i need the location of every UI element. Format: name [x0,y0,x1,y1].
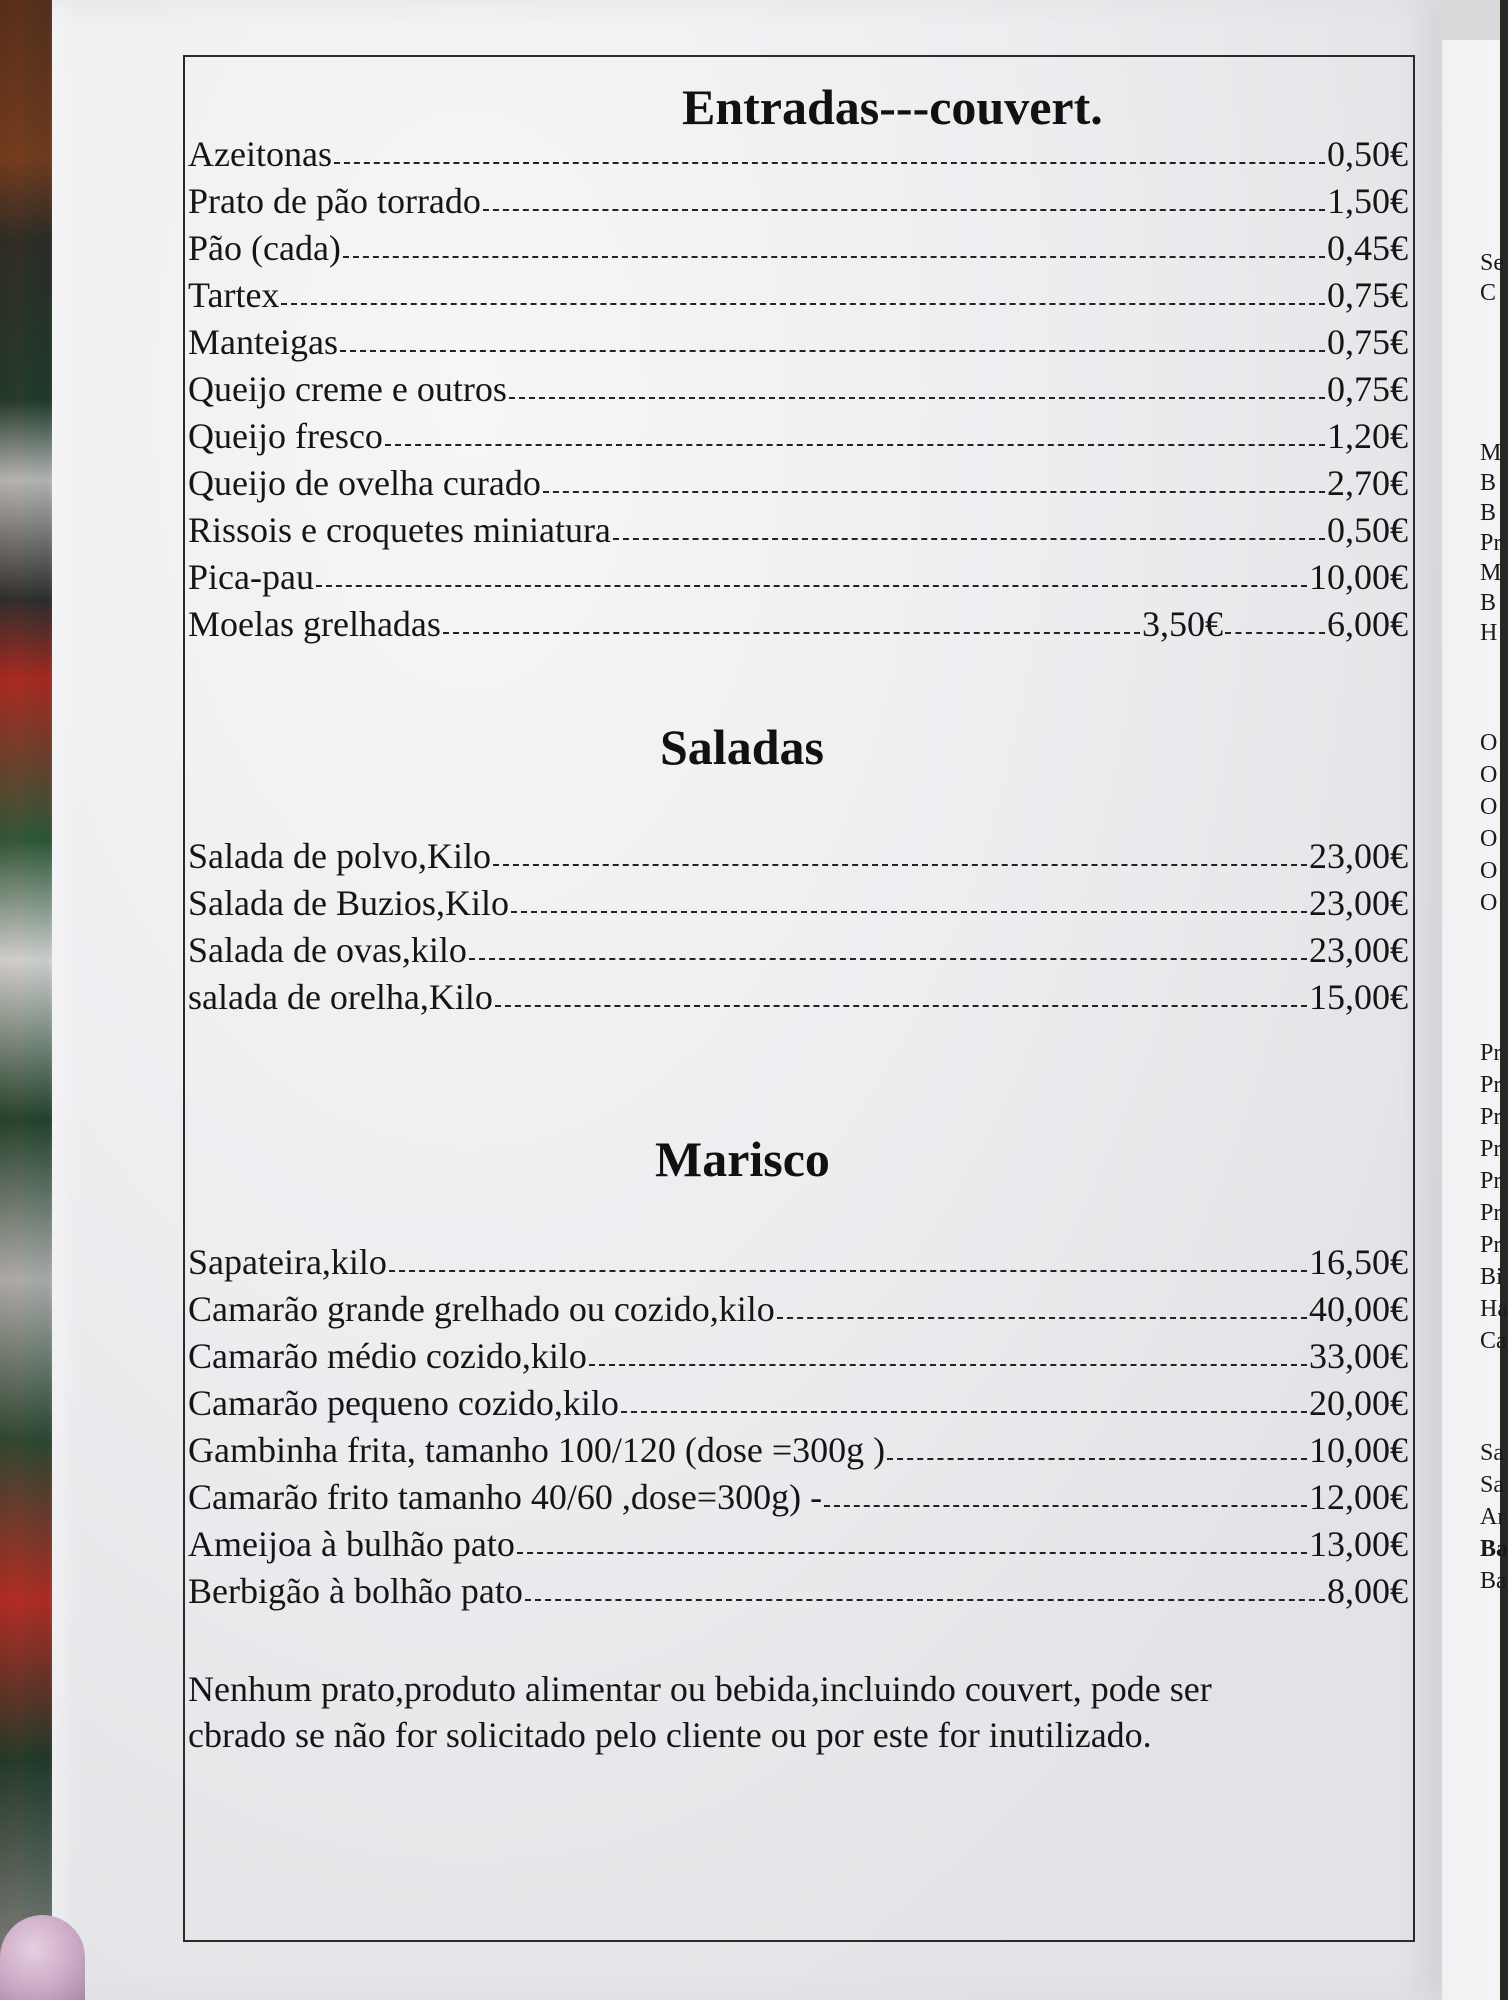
dotted-leader [777,1307,1307,1319]
menu-item [188,465,1408,501]
item-name: Azeitonas [188,134,332,174]
item-name: salada de orelha,Kilo [188,977,493,1017]
menu-item [188,606,1408,642]
right-page-fragment: Pr [1480,1232,1502,1258]
item-name: Salada de ovas,kilo [188,930,467,970]
right-page-fragment: Se [1480,250,1504,276]
item-price: 12,00€ [1309,1477,1408,1517]
item-price: 0,45€ [1327,228,1408,268]
menu-item [188,979,1408,1015]
dotted-leader [443,622,1140,634]
item-price: 8,00€ [1327,1571,1408,1611]
menu-item [188,1338,1408,1374]
dotted-leader [887,1448,1307,1460]
item-price: 23,00€ [1309,930,1408,970]
item-price: 0,75€ [1327,322,1408,362]
item-name: Sapateira,kilo [188,1242,387,1282]
item-name: Camarão grande grelhado ou cozido,kilo [188,1289,775,1329]
menu-item [188,559,1408,595]
item-price: 40,00€ [1309,1289,1408,1329]
menu-item [188,1573,1408,1609]
item-price: 10,00€ [1309,1430,1408,1470]
dotted-leader [493,854,1307,866]
item-price: 15,00€ [1309,977,1408,1017]
menu-item [188,885,1408,921]
menu-footnote [188,1666,1388,1758]
item-price: 20,00€ [1309,1383,1408,1423]
menu-item [188,1385,1408,1421]
item-name: Gambinha frita, tamanho 100/120 (dose =300g ) [188,1430,886,1470]
menu-item [188,1291,1408,1327]
item-price: 13,00€ [1309,1524,1408,1564]
item-price: 16,50€ [1309,1242,1408,1282]
background-bottles [0,0,60,2000]
right-page-fragment: B [1480,590,1497,616]
item-price: 33,00€ [1309,1336,1408,1376]
item-name: Ameijoa à bulhão pato [188,1524,515,1564]
menu-item [188,371,1408,407]
item-price: 2,70€ [1327,463,1408,503]
dotted-leader [281,293,1325,305]
item-price: 23,00€ [1309,836,1408,876]
item-name: Pica-pau [188,557,314,597]
section-title-saladas: Saladas [660,719,824,775]
menu-item [188,277,1408,313]
right-page-fragment: M [1480,560,1502,586]
item-name: Prato de pão torrado [188,181,481,221]
right-page-fragment: Ar [1480,1504,1506,1530]
dotted-leader [389,1260,1307,1272]
right-page-fragment: C [1480,280,1497,306]
dotted-leader [483,199,1325,211]
footnote-line-2: cbrado se não for solicitado pelo cliente ou por este for inutilizado. [188,1715,1152,1755]
item-name: Tartex [188,275,280,315]
dotted-leader [511,901,1307,913]
item-name: Queijo creme e outros [188,369,507,409]
dotted-leader [517,1542,1307,1554]
item-name: Berbigão à bolhão pato [188,1571,523,1611]
footnote-line-1: Nenhum prato,produto alimentar ou bebida,incluindo couvert, pode ser [188,1669,1212,1709]
right-page-fragment: Pr [1480,1072,1502,1098]
item-price-small: 3,50€ [1142,604,1223,644]
item-price: 0,50€ [1327,510,1408,550]
dotted-leader [613,528,1325,540]
right-page-fragment: O [1480,826,1498,852]
right-page-fragment: Pr [1480,1200,1502,1226]
menu-item [188,183,1408,219]
right-page-fragment: O [1480,762,1498,788]
right-page-fragment: Pr [1480,530,1502,556]
item-name: Rissois e croquetes miniatura [188,510,611,550]
item-name: Camarão médio cozido,kilo [188,1336,587,1376]
right-page-fragment: Ha [1480,1296,1508,1322]
item-price: 10,00€ [1309,557,1408,597]
dotted-leader [589,1354,1307,1366]
menu-item [188,1479,1408,1515]
right-page-fragment: H [1480,620,1498,646]
dotted-leader [621,1401,1307,1413]
menu-item [188,136,1408,172]
next-page-edge [1432,40,1508,2000]
right-page-fragment: M [1480,440,1502,466]
item-price: 0,75€ [1327,369,1408,409]
right-page-fragment: Sa [1480,1440,1504,1466]
item-price: 0,75€ [1327,275,1408,315]
dotted-leader [543,481,1325,493]
item-name: Pão (cada) [188,228,341,268]
fingernail [0,1915,85,2000]
right-page-fragment: Ca [1480,1328,1507,1354]
menu-item [188,1526,1408,1562]
menu-item [188,1432,1408,1468]
right-page-fragment: Pr [1480,1136,1502,1162]
section-title-marisco: Marisco [655,1131,830,1187]
dotted-leader [495,995,1307,1007]
item-price: 1,20€ [1327,416,1408,456]
right-page-fragment: B [1480,470,1497,496]
dotted-leader [469,948,1307,960]
item-name: Moelas grelhadas [188,604,441,644]
right-page-fragment: O [1480,858,1498,884]
menu-item [188,512,1408,548]
right-page-fragment: Bi [1480,1264,1503,1290]
dotted-leader [316,575,1307,587]
menu-item [188,230,1408,266]
right-page-fragment: Pr [1480,1040,1502,1066]
section-title-entradas: Entradas---couvert. [682,79,1103,135]
right-page-fragment: Ba [1480,1536,1508,1562]
item-name: Salada de polvo,Kilo [188,836,491,876]
right-page-fragment: Pr [1480,1104,1502,1130]
dotted-leader [1225,622,1325,634]
menu-item [188,324,1408,360]
dotted-leader [334,152,1325,164]
right-page-fragment: Pr [1480,1168,1502,1194]
right-page-fragment: O [1480,730,1498,756]
item-price: 0,50€ [1327,134,1408,174]
dotted-leader [509,387,1325,399]
item-name: Camarão pequeno cozido,kilo [188,1383,619,1423]
right-page-fragment: Sa [1480,1472,1504,1498]
right-page-fragment: O [1480,890,1498,916]
right-page-fragment: O [1480,794,1498,820]
dotted-leader [525,1589,1325,1601]
item-price: 6,00€ [1327,604,1408,644]
right-page-fragment: Ba [1480,1568,1507,1594]
dotted-leader [824,1495,1307,1507]
item-name: Manteigas [188,322,338,362]
item-price: 23,00€ [1309,883,1408,923]
item-name: Salada de Buzios,Kilo [188,883,509,923]
item-name: Queijo fresco [188,416,383,456]
menu-item [188,1244,1408,1280]
dotted-leader [385,434,1325,446]
menu-item [188,932,1408,968]
item-price: 1,50€ [1327,181,1408,221]
menu-item [188,418,1408,454]
dotted-leader [340,340,1325,352]
item-name: Queijo de ovelha curado [188,463,541,503]
menu-item [188,838,1408,874]
item-name: Camarão frito tamanho 40/60 ,dose=300g) - [188,1477,823,1517]
right-page-fragment: B [1480,500,1497,526]
dotted-leader [343,246,1325,258]
